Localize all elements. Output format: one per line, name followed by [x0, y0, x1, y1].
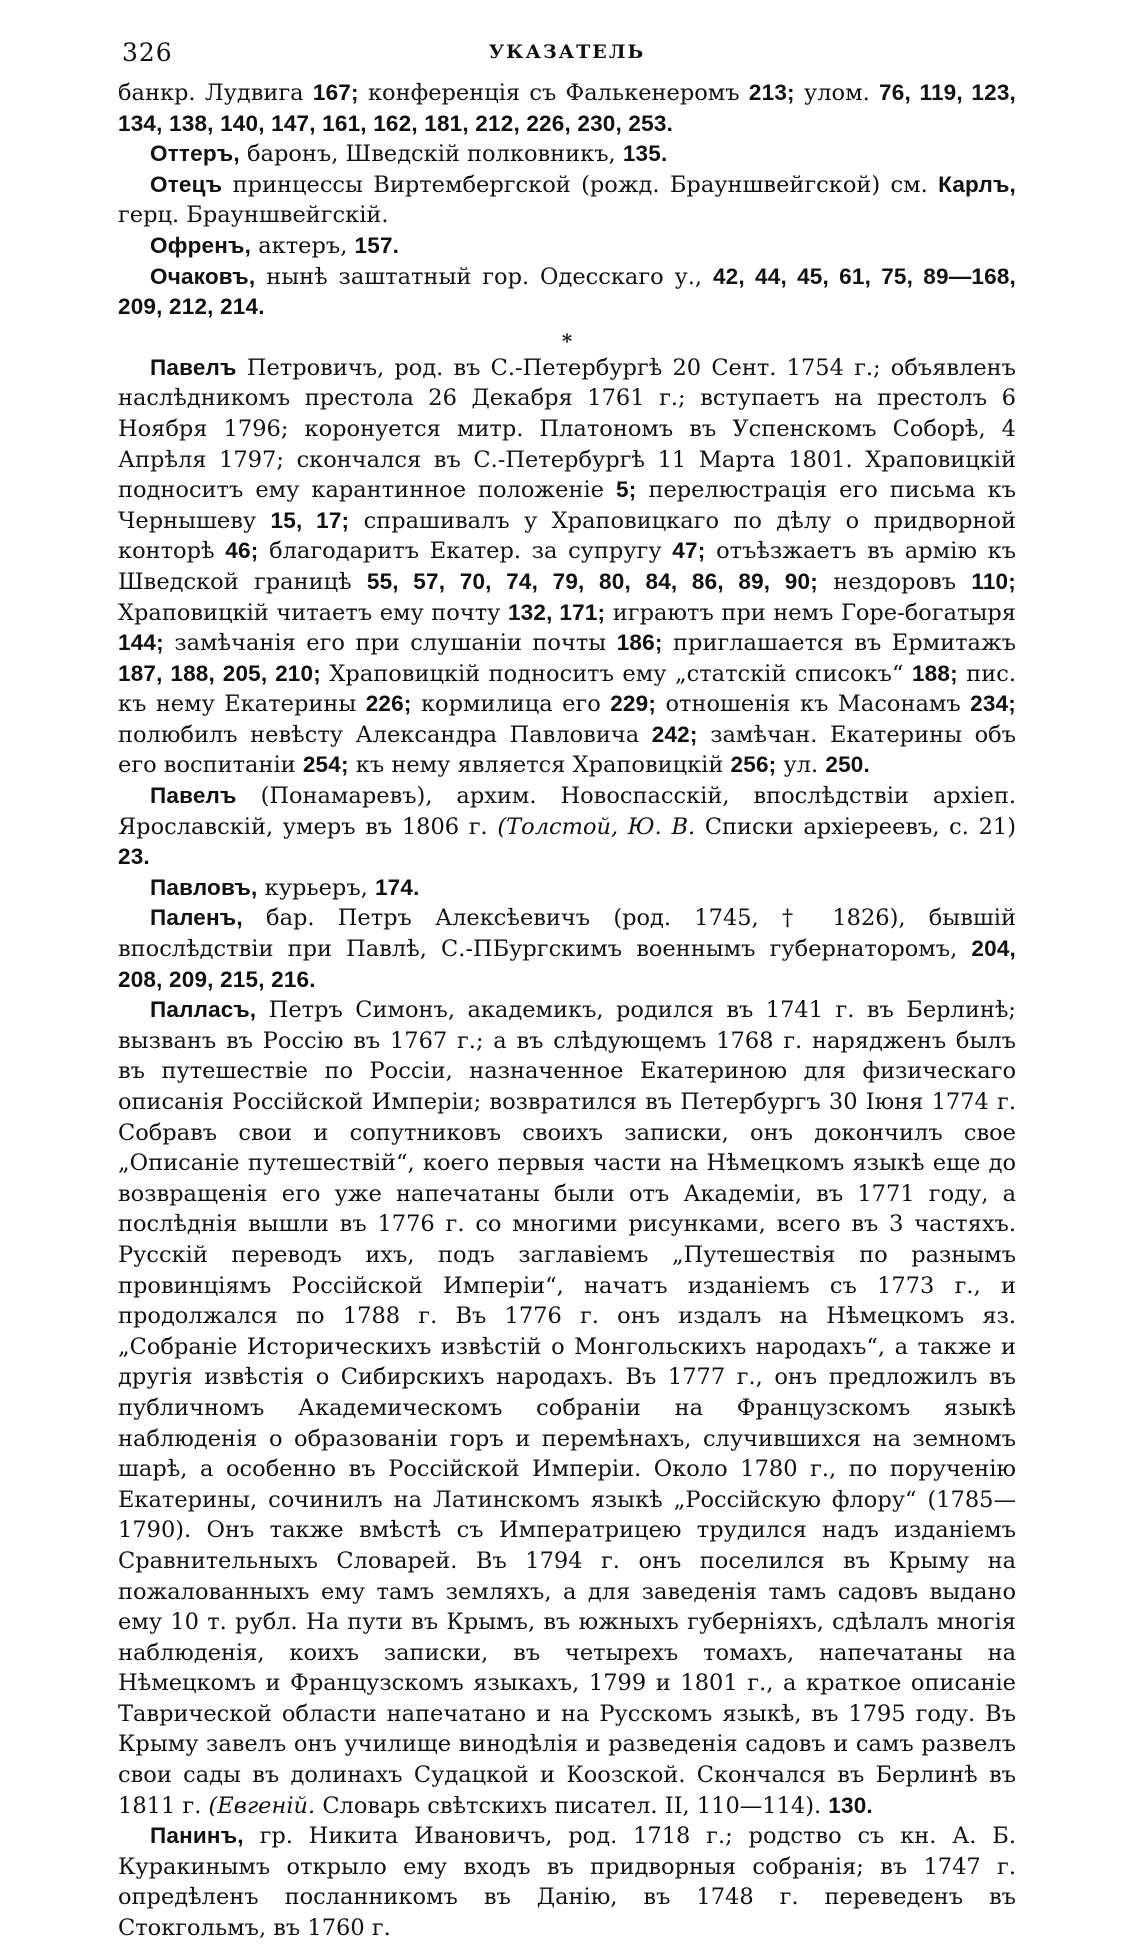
text: замѣчан. Екатерины объ его воспитаніи — [118, 721, 1016, 779]
text: отъѣзжаетъ въ армію къ Шведской границѣ — [118, 538, 1016, 595]
bold-text: Отецъ — [150, 171, 223, 197]
text: играютъ при немъ Горе-богатыря — [605, 599, 1016, 626]
bold-text: 174. — [374, 874, 420, 900]
section-separator: * — [561, 328, 573, 353]
bold-text: Павелъ — [150, 354, 237, 380]
bold-text: 229; — [610, 691, 657, 717]
text: банкр. Лудвига — [118, 80, 313, 106]
text: курьеръ, — [257, 874, 375, 901]
index-entry-otter — [118, 139, 1016, 170]
bold-text: 132, 171; — [507, 599, 606, 625]
text: (Понамаревъ), архим. Новоспасскій, впослѣдствіи архіеп. Ярославскій, умеръ въ 1806 г. — [118, 783, 1016, 840]
text: Храповицкій подноситъ ему „статскій списокъ“ — [320, 660, 912, 687]
bold-text: 157. — [354, 232, 400, 258]
text: Петровичъ, род. въ С.-Петербургѣ 20 Сент. 1754 г.; объявленъ наслѣдникомъ престола 26 Декабря 1761 г.; вступаетъ на престолъ 6 Ноября 1796; коронуется митр. Платономъ въ Успенскомъ Соборѣ, 4 Апрѣля 1797; скончался въ С.-Петербургѣ 11 Марта 1801. Храповицкій подноситъ ему карантинное положеніе — [118, 354, 1016, 504]
bold-text: 42, 44, 45, 61, 75, 89—168, 209, 212, 214. — [118, 263, 1016, 320]
bold-text: 5; — [616, 477, 637, 503]
index-entry-pavlov — [118, 873, 1016, 904]
text: къ нему является Храповицкій — [348, 752, 731, 779]
text: приглашается въ Ермитажъ — [662, 630, 1016, 657]
bold-text: 186; — [616, 630, 663, 656]
text: кормилица его — [411, 691, 611, 718]
text: гр. Никита Ивановичъ, род. 1718 г.; родство съ кн. А. Б. Куракинымъ открыло ему входъ въ придворныя собранія; въ 1747 г. опредѣленъ посланникомъ въ Данію, въ 1748 г. переведенъ въ Стокгольмъ, въ 1760 г. — [118, 1823, 1016, 1942]
bold-text: 187, 188, 205, 210; — [118, 660, 321, 686]
text: Списки архіереевъ, с. 21) — [695, 813, 1017, 840]
bold-text: 188; — [911, 660, 958, 686]
index-entry-pallas — [118, 995, 1016, 1821]
bold-text: Офренъ, — [150, 232, 252, 258]
bold-text: 110; — [971, 568, 1016, 594]
bold-text: Очаковъ, — [150, 263, 256, 289]
index-entry-palen — [118, 903, 1016, 995]
page-header — [118, 38, 1016, 78]
italic-text: (Толстой, Ю. В. — [497, 813, 696, 840]
text: баронъ, Шведскій полковникъ, — [239, 141, 623, 168]
bold-text: 76, 119, 123, 134, 138, 140, 147, 161, 162, 181, 212, 226, 230, 253. — [118, 80, 1016, 136]
page-number: 326 — [122, 38, 173, 67]
bold-text: 46; — [225, 538, 259, 564]
index-entry-panin — [118, 1821, 1016, 1943]
bold-text: 254; — [302, 752, 349, 778]
bold-text: 242; — [651, 721, 698, 747]
italic-text: (Евгеній. — [208, 1792, 316, 1819]
text: благодаритъ Екатер. за супругу — [258, 538, 673, 565]
bold-text: 250. — [825, 752, 870, 778]
bold-text: Оттеръ, — [150, 141, 240, 167]
index-entry-pavel2 — [118, 781, 1016, 873]
bold-text: 167; — [312, 80, 359, 105]
bold-text: 256; — [730, 752, 777, 778]
text: полюбилъ невѣсту Александра Павловича — [118, 721, 652, 748]
text: нынѣ заштатный гор. Одесскаго у., — [255, 263, 713, 290]
text: Петръ Симонъ, академикъ, родился въ 1741 г. въ Берлинѣ; вызванъ въ Россію въ 1767 г.; а въ слѣдующемъ 1768 г. нарядженъ былъ въ путешествіе по Россіи, назначенное Екатериною для физическаго описанія Россійской Имперіи; возвратился въ Петербургъ 30 Іюня 1774 г. Собравъ свои и сопутниковъ своихъ записки, онъ докончилъ свое „Описаніе путешествій“, коего первыя части на Нѣмецкомъ языкѣ еще до возвращенія его уже напечатаны были отъ Академіи, въ 1771 году, а послѣднія вышли въ 1776 г. со многими рисунками, всего въ 3 частяхъ. Русскій переводъ ихъ, подъ заглавіемъ „Путешествія по разнымъ провинціямъ Россійской Имперіи“, начатъ изданіемъ съ 1773 г., и продолжался по 1788 г. Въ 1776 г. онъ издалъ на Нѣмецкомъ яз. „Собраніе Историческихъ извѣстій о Монгольскихъ народахъ“, а также и другія извѣстія о Сибирскихъ народахъ. Въ 1777 г., онъ предложилъ въ публичномъ Академическомъ собраніи на Французскомъ языкѣ наблюденія о образованіи горъ и перемѣнахъ, случившихся на земномъ шарѣ, а особенно въ Россійской Имперіи. Около 1780 г., по порученію Екатерины, сочинилъ на Латинскомъ языкѣ „Россійскую флору“ (1785—1790). Онъ также вмѣстѣ съ Императрицею трудился надъ изданіемъ Сравнительныхъ Словарей. Въ 1794 г. онъ поселился въ Крыму на пожалованныхъ ему тамъ земляхъ, а для заведенія тамъ садовъ выдано ему 10 т. рубл. На пути въ Крымъ, въ южныхъ губерніяхъ, сдѣлалъ многія наблюденія, коихъ записки, въ четырехъ томахъ, напечатаны на Нѣмецкомъ и Французскомъ языкахъ, 1799 и 1801 г., а краткое описаніе Таврической области напечатано и на Русскомъ языкѣ, въ 1795 году. Въ Крыму завелъ онъ училище винодѣлія и разведенія садовъ и самъ развелъ свои сады въ долинахъ Судацкой и Коозской. Скончался въ Берлинѣ въ 1811 г. — [118, 997, 1016, 1819]
text: ул. — [776, 752, 826, 779]
index-entry-pavel1 — [118, 353, 1016, 781]
index-entry-ofren — [118, 231, 1016, 262]
text: отношенія къ Масонамъ — [656, 691, 971, 718]
bold-text: Павловъ, — [150, 874, 258, 900]
index-entry-cont — [118, 78, 1016, 139]
text: пис. къ нему Екатерины — [118, 660, 1016, 718]
index-entry-otets — [118, 170, 1016, 231]
running-head: УКАЗАТЕЛЬ — [488, 41, 646, 63]
bold-text: 204, 208, 209, 215, 216. — [118, 936, 1016, 992]
text: замѣчанія его при слушаніи почты — [163, 630, 617, 657]
bold-text: 47; — [672, 538, 706, 564]
bold-text: 130. — [828, 1792, 873, 1818]
bold-text: 15, 17; — [270, 507, 350, 533]
bold-text: 55, 57, 70, 74, 79, 80, 84, 86, 89, 90; — [366, 568, 818, 594]
bold-text: Павелъ — [150, 783, 237, 809]
text: принцессы Виртембергской (рожд. Брауншвейгской) см. — [222, 171, 939, 198]
bold-text: 213; — [748, 80, 795, 105]
bold-text: 144; — [118, 630, 164, 656]
text: конференція съ Фалькенеромъ — [358, 80, 749, 106]
bold-text: Паленъ, — [150, 905, 243, 931]
bold-text: Карлъ, — [938, 171, 1016, 197]
text: Храповицкій читаетъ ему почту — [118, 599, 508, 626]
bold-text: Панинъ, — [150, 1823, 244, 1849]
text: герц. Брауншвейгскій. — [118, 202, 389, 229]
bold-text: 23. — [118, 844, 150, 870]
bold-text: 234; — [970, 691, 1016, 717]
text: улом. — [794, 80, 880, 106]
text: бар. Петръ Алексѣевичъ (род. 1745, † 1826), бывшій впослѣдствіи при Павлѣ, С.-ПБургскимъ военнымъ губернаторомъ, — [118, 905, 1016, 963]
text: спрашивалъ у Храповицкаго по дѣлу о придворной конторѣ — [118, 507, 1016, 565]
index-entry-ochakov — [118, 262, 1016, 323]
bold-text: 135. — [622, 141, 668, 167]
text: перелюстрація его письма къ Чернышеву — [118, 477, 1016, 534]
bold-text: 226; — [365, 691, 412, 717]
text: Словарь свѣтскихъ писател. II, 110—114). — [315, 1792, 829, 1819]
text: актеръ, — [251, 232, 355, 259]
index-body — [118, 78, 1016, 1944]
bold-text: Палласъ, — [150, 997, 257, 1023]
text: нездоровъ — [817, 568, 972, 595]
